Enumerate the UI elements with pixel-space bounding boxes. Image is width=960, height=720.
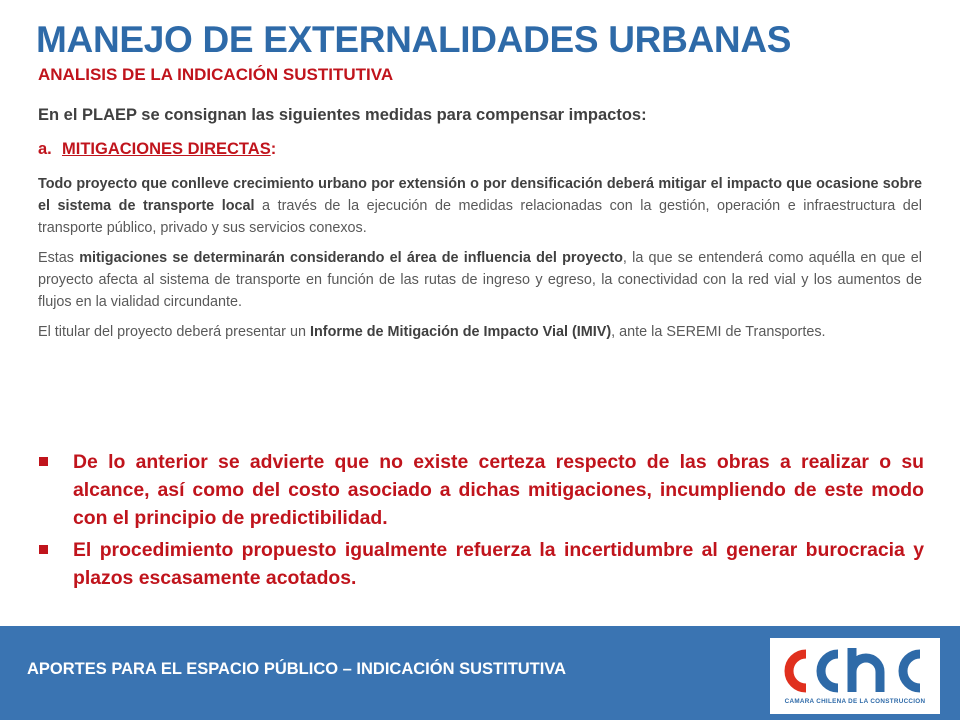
bullet-text: De lo anterior se advierte que no existe certeza respecto de las obras a realizar o su alcance, así como del costo asociado a dichas mitigaciones, incumpliendo de este modo con el principio de predictibilidad.	[73, 451, 924, 529]
page-title: MANEJO DE EXTERNALIDADES URBANAS	[36, 19, 792, 60]
intro-text: En el PLAEP se consignan las siguientes medidas para compensar impactos:	[38, 106, 647, 124]
square-bullet-icon	[39, 457, 48, 466]
section-heading	[38, 138, 276, 160]
bullet-text: El procedimiento propuesto igualmente refuerza la incertidumbre al generar burocracia y plazos escasamente acotados.	[73, 539, 924, 589]
section-title: MITIGACIONES DIRECTAS	[62, 140, 271, 158]
paragraph-2-start: Estas	[38, 250, 80, 266]
cchc-logo	[770, 638, 940, 714]
footer-bar	[0, 626, 960, 720]
section-marker: a.	[38, 140, 52, 158]
section-colon: :	[270, 140, 277, 158]
paragraph-3-rest: , ante la SEREMI de Transportes.	[611, 324, 826, 340]
paragraph-1-bold: Todo proyecto que conlleve crecimiento urbano por extensión o por densificación deberá mitigar el impacto que ocasione sobre el sistema de transporte local	[38, 176, 922, 214]
logo-caption: CAMARA CHILENA DE LA CONSTRUCCION	[784, 698, 926, 705]
conclusion-list	[38, 448, 924, 596]
paragraph-1-rest: a través de la ejecución de medidas relacionadas con la gestión, operación e infraestructura del transporte público, privado y sus servicios conexos.	[38, 198, 922, 236]
paragraph-3	[38, 321, 922, 343]
footer-text: APORTES PARA EL ESPACIO PÚBLICO – INDICACIÓN SUSTITUTIVA	[27, 660, 567, 678]
square-bullet-icon	[39, 545, 48, 554]
paragraph-1	[38, 173, 922, 239]
paragraph-2	[38, 247, 922, 313]
list-item	[38, 536, 924, 592]
list-item	[38, 448, 924, 532]
cchc-logo-icon	[782, 646, 928, 696]
page-subtitle: ANALISIS DE LA INDICACIÓN SUSTITUTIVA	[38, 65, 394, 84]
paragraph-3-bold: Informe de Mitigación de Impacto Vial (IMIV)	[309, 324, 612, 340]
paragraph-2-bold: mitigaciones se determinarán considerando el área de influencia del proyecto	[79, 250, 623, 266]
body-text	[38, 173, 922, 351]
paragraph-3-start: El titular del proyecto deberá presentar un	[38, 324, 310, 340]
paragraph-2-rest: , la que se entenderá como aquélla en que el proyecto afecta al sistema de transporte en función de las rutas de ingreso y egreso, la conectividad con la red vial y los aumentos de flujos en la vialidad circundante.	[38, 250, 922, 310]
